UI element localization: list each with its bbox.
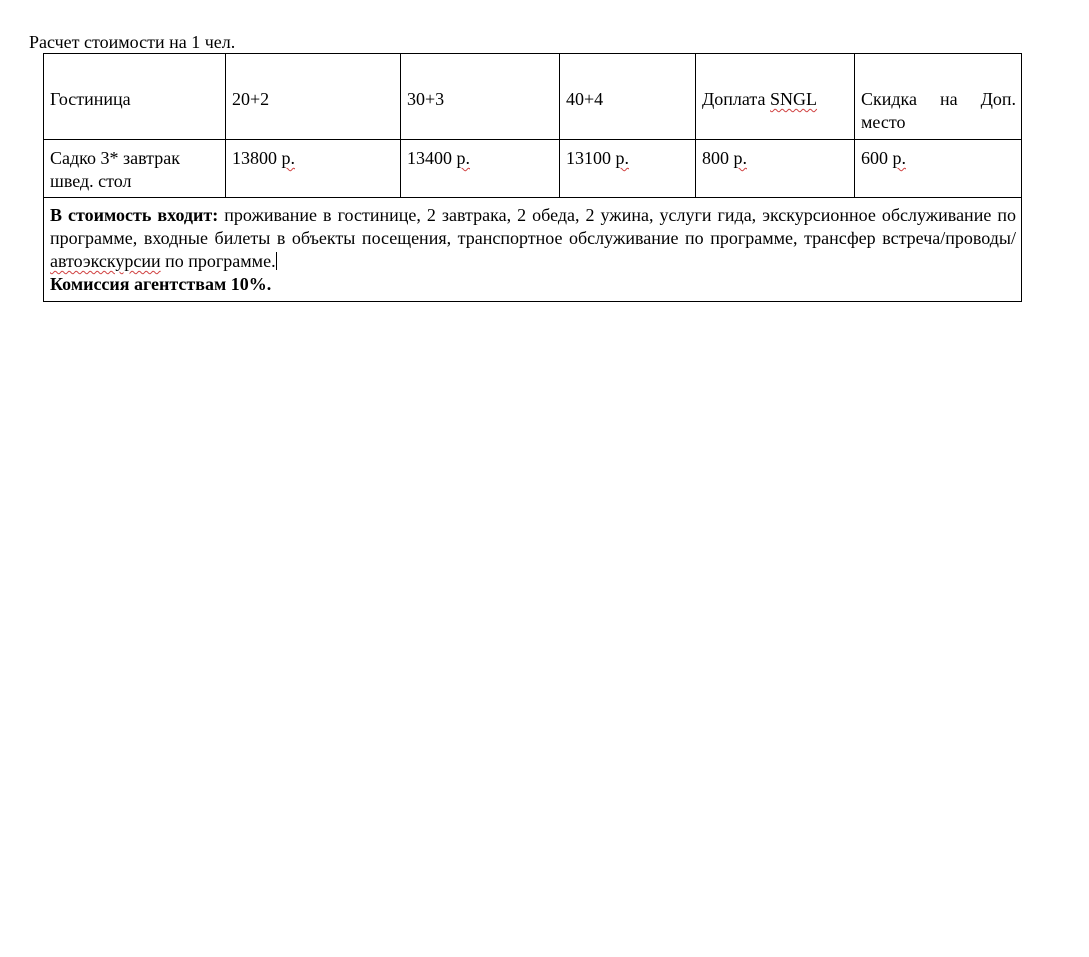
included-paragraph [50,204,1016,273]
header-sngl-surcharge [696,54,855,140]
header-extra-bed-discount: Скидка на Доп. место [855,54,1022,140]
header-group-40: 40+4 [560,54,696,140]
discount-value: 600 [861,148,893,168]
header-sngl-prefix: Доплата [702,89,770,109]
cell-price-20 [226,140,401,198]
header-hotel: Гостиница [44,54,226,140]
header-sngl-word: SNGL [770,89,818,109]
cell-extra-bed-discount [855,140,1022,198]
discount-currency: р. [892,148,906,168]
sngl-value: 800 [702,148,734,168]
price-40-value: 13100 [566,148,616,168]
document-caption: Расчет стоимости на 1 чел. [29,32,236,52]
price-40-currency: р. [615,148,629,168]
price-20-currency: р. [281,148,295,168]
included-label: В стоимость входит: [50,205,219,225]
table-info-row [44,198,1022,302]
table-row [44,140,1022,198]
price-30-value: 13400 [407,148,457,168]
included-word: автоэкскурсии [50,251,161,271]
table-header-row [44,54,1022,140]
header-group-20: 20+2 [226,54,401,140]
price-table [43,53,1022,302]
cell-price-30 [401,140,560,198]
commission-line: Комиссия агентствам 10%. [50,274,272,294]
header-group-30: 30+3 [401,54,560,140]
cell-sngl-surcharge [696,140,855,198]
included-text-1: проживание в гостинице, 2 завтрака, 2 обеда, 2 ужина, услуги гида, экскурсионное обслуживание по программе, входные билеты в объекты посещения, транспортное обслуживание по программе, трансфер встреча/проводы/ [50,205,1016,248]
cell-included-info[interactable] [44,198,1022,302]
cell-hotel-name: Садко 3* завтрак швед. стол [44,140,226,198]
text-cursor [276,252,277,270]
sngl-currency: р. [733,148,747,168]
included-text-2: по программе. [160,251,276,271]
price-20-value: 13800 [232,148,282,168]
price-30-currency: р. [456,148,470,168]
cell-price-40 [560,140,696,198]
